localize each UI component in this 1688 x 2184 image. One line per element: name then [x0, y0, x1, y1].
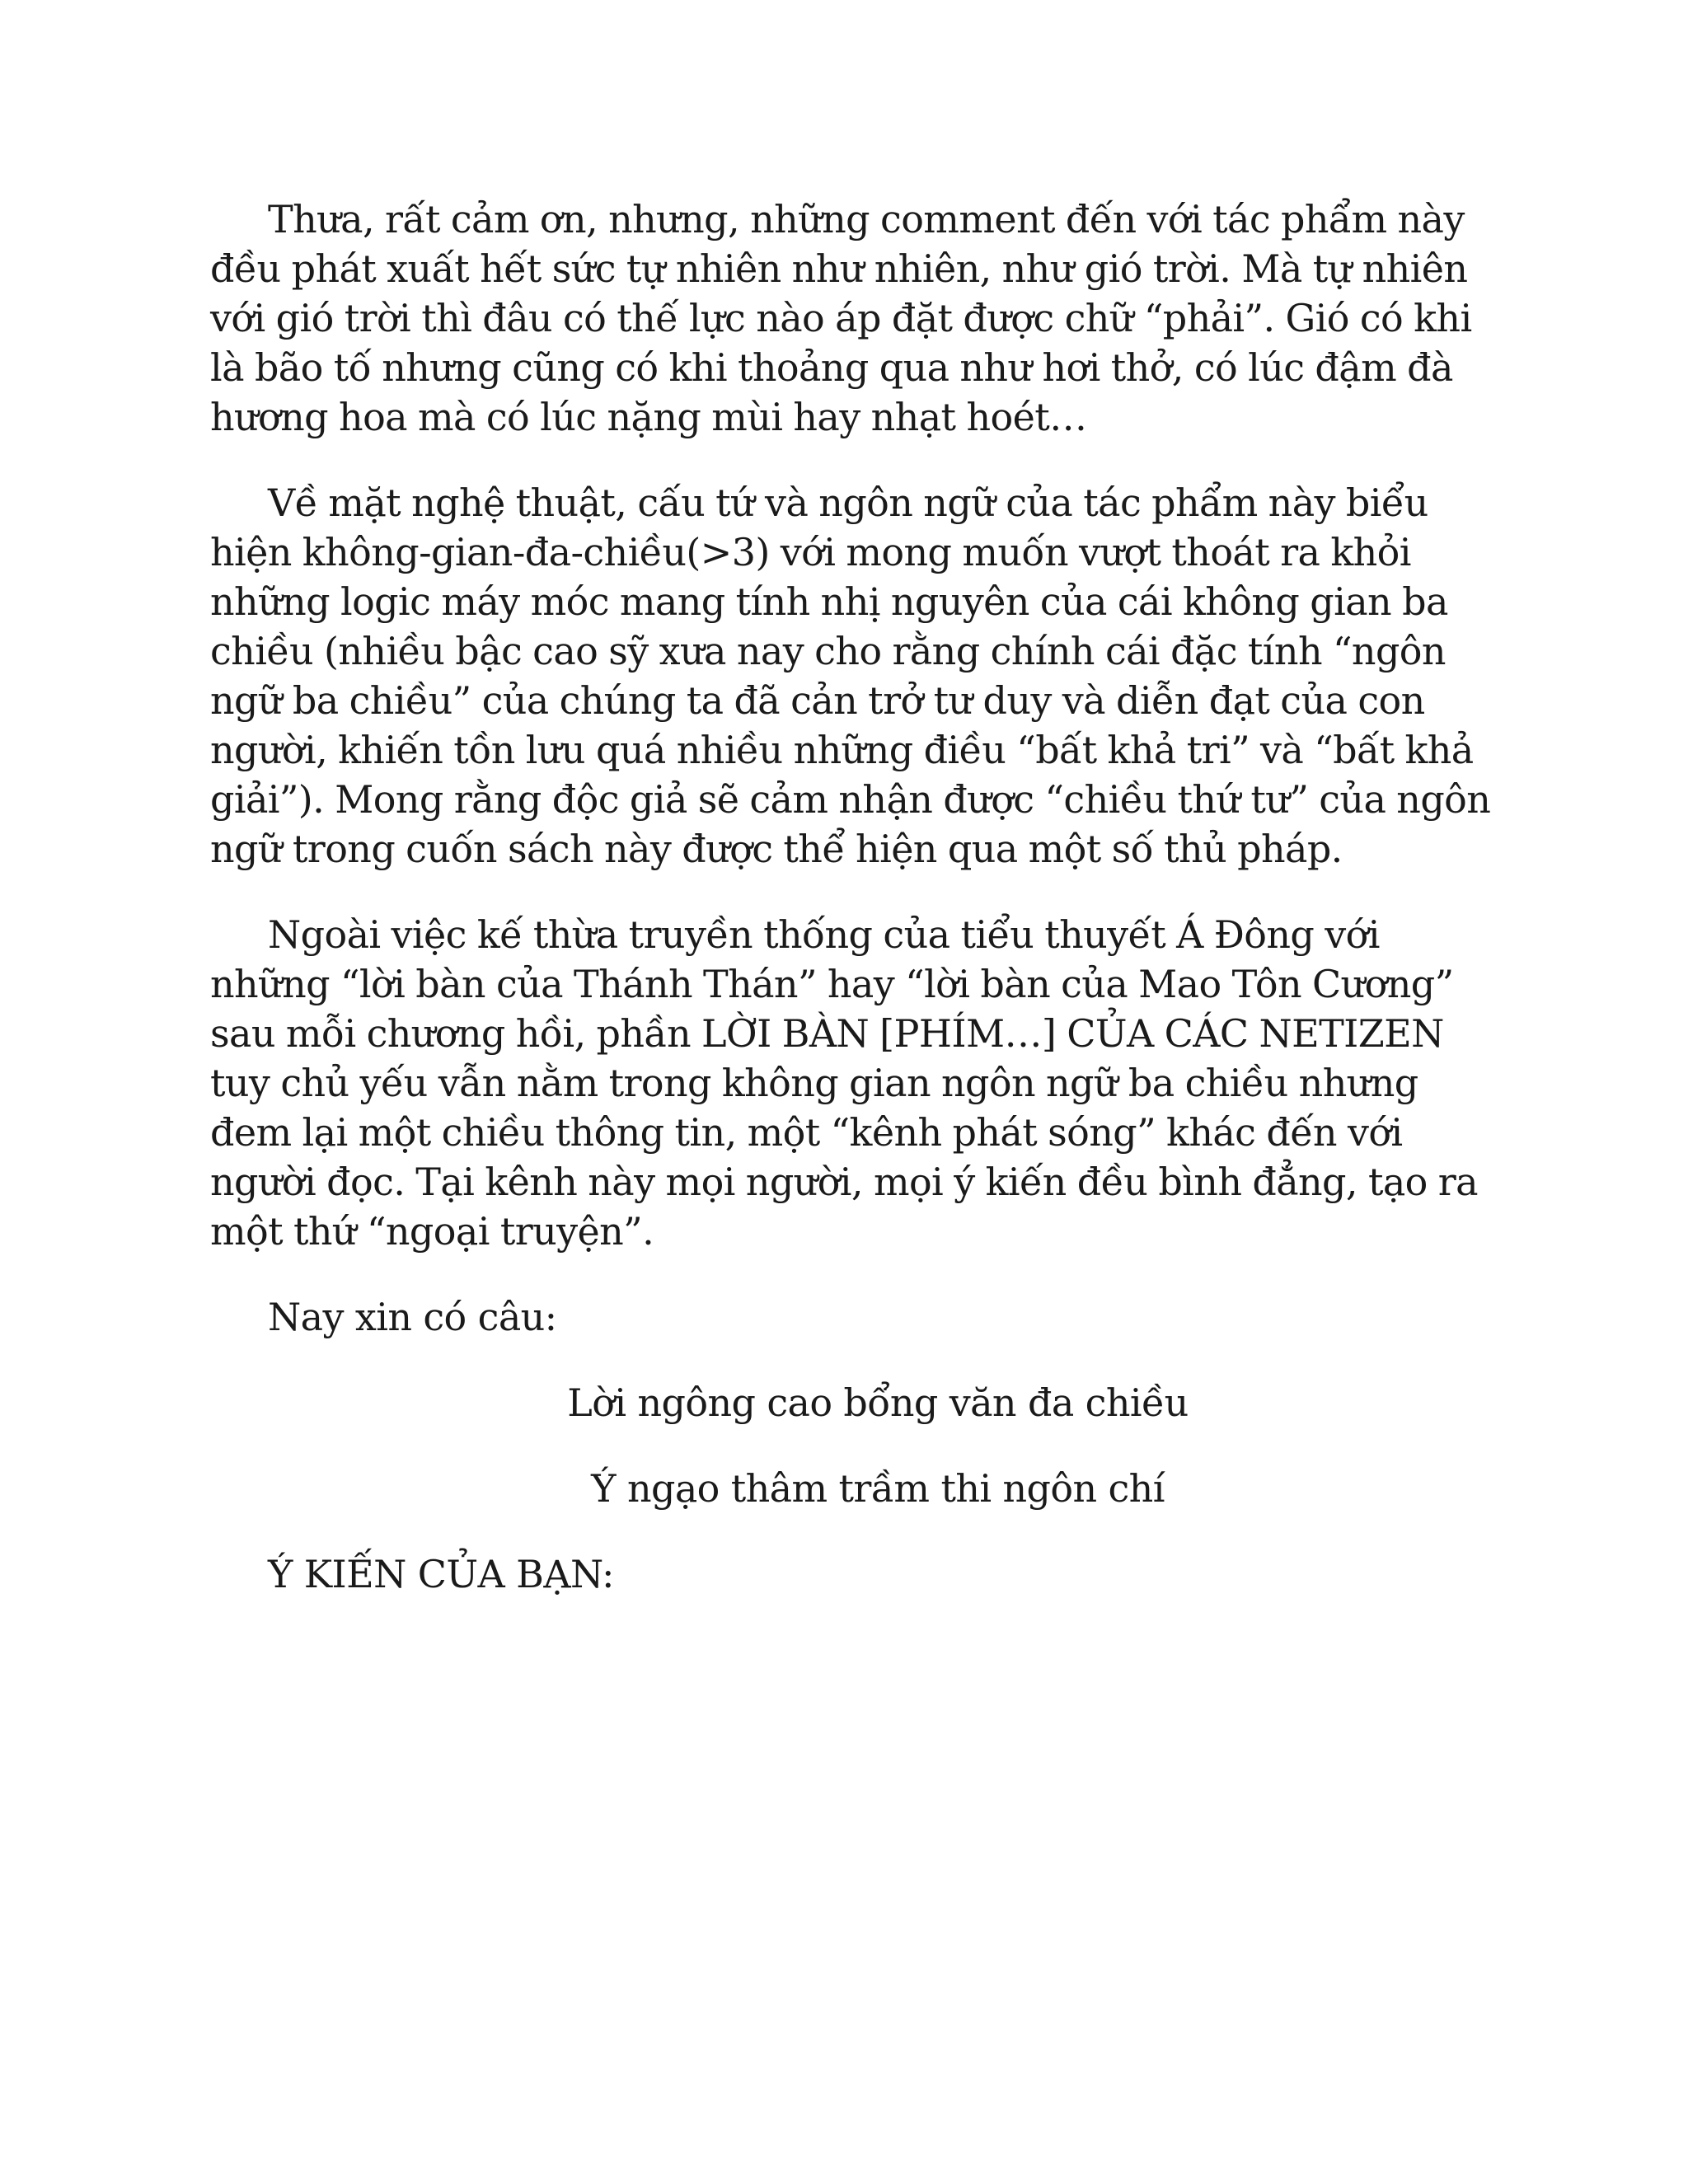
paragraph-line: chiều (nhiều bậc cao sỹ xưa nay cho rằng chính cái đặc tính “ngôn [210, 629, 1446, 673]
paragraph-line: đều phát xuất hết sức tự nhiên như nhiên, như gió trời. Mà tự nhiên [210, 246, 1468, 291]
paragraph-line: Về mặt nghệ thuật, cấu tứ và ngôn ngữ của tác phẩm này biểu [268, 480, 1428, 525]
paragraph-2 [210, 478, 1491, 874]
paragraph-line: đem lại một chiều thông tin, một “kênh phát sóng” khác đến với [210, 1110, 1403, 1155]
paragraph-line: người đọc. Tại kênh này mọi người, mọi ý kiến đều bình đẳng, tạo ra [210, 1160, 1478, 1204]
paragraph-line: những “lời bàn của Thánh Thán” hay “lời bàn của Mao Tôn Cương” [210, 962, 1454, 1006]
comment-prompt: Ý KIẾN CỦA BẠN: [268, 1552, 614, 1596]
paragraph-line: giải”). Mong rằng độc giả sẽ cảm nhận được “chiều thứ tư” của ngôn [210, 777, 1491, 822]
paragraph-line: ngữ ba chiều” của chúng ta đã cản trở tư duy và diễn đạt của con [210, 678, 1425, 723]
paragraph-line: Ngoài việc kế thừa truyền thống của tiểu thuyết Á Đông với [268, 912, 1380, 957]
paragraph-line: là bão tố nhưng cũng có khi thoảng qua như hơi thở, có lúc đậm đà [210, 345, 1453, 390]
verse-intro: Nay xin có câu: [268, 1295, 557, 1339]
paragraph-line: sau mỗi chương hồi, phần LỜI BÀN [PHÍM…] CỦA CÁC NETIZEN [210, 1011, 1444, 1056]
paragraph-line: tuy chủ yếu vẫn nằm trong không gian ngôn ngữ ba chiều nhưng [210, 1061, 1418, 1105]
paragraph-line: hương hoa mà có lúc nặng mùi hay nhạt hoét… [210, 395, 1087, 439]
verse-line-1: Lời ngông cao bổng văn đa chiều [567, 1380, 1189, 1425]
paragraph-line: hiện không-gian-đa-chiều(>3) với mong muốn vượt thoát ra khỏi [210, 530, 1411, 574]
paragraph-line: Thưa, rất cảm ơn, nhưng, những comment đến với tác phẩm này [268, 197, 1465, 241]
paragraph-1 [210, 194, 1471, 442]
paragraph-line: người, khiến tồn lưu quá nhiều những điều “bất khả tri” và “bất khả [210, 728, 1474, 772]
paragraph-line: ngữ trong cuốn sách này được thể hiện qua một số thủ pháp. [210, 827, 1343, 871]
paragraph-line: một thứ “ngoại truyện”. [210, 1209, 654, 1254]
text-body [210, 194, 1491, 1599]
verse-line-2: Ý ngạo thâm trầm thi ngôn chí [591, 1466, 1165, 1511]
paragraph-line: với gió trời thì đâu có thế lực nào áp đặt được chữ “phải”. Gió có khi [210, 296, 1472, 340]
paragraph-line: những logic máy móc mang tính nhị nguyên của cái không gian ba [210, 579, 1448, 624]
paragraph-3 [210, 910, 1478, 1256]
